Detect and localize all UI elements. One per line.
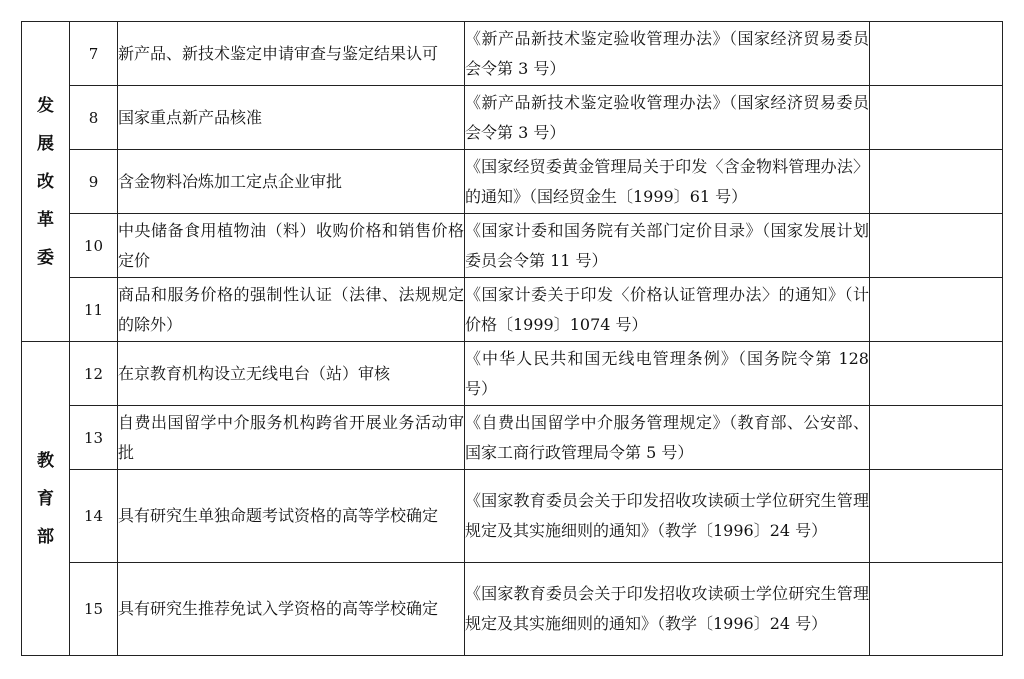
table-row [22, 342, 1003, 406]
table-row [22, 470, 1003, 563]
note-cell [870, 342, 1003, 406]
item-name: 在京教育机构设立无线电台（站）审核 [118, 342, 465, 406]
item-name: 含金物料冶炼加工定点企业审批 [118, 150, 465, 214]
note-cell [870, 86, 1003, 150]
note-cell [870, 214, 1003, 278]
table-row [22, 86, 1003, 150]
note-cell [870, 22, 1003, 86]
row-number: 14 [70, 470, 118, 563]
note-cell [870, 563, 1003, 656]
row-number: 8 [70, 86, 118, 150]
row-number: 7 [70, 22, 118, 86]
legal-basis: 《国家计委关于印发〈价格认证管理办法〉的通知》（计价格〔1999〕1074 号） [465, 278, 870, 342]
legal-basis: 《国家教育委员会关于印发招收攻读硕士学位研究生管理规定及其实施细则的通知》（教学〔1996〕24 号） [465, 470, 870, 563]
item-name: 具有研究生单独命题考试资格的高等学校确定 [118, 470, 465, 563]
legal-basis: 《国家计委和国务院有关部门定价目录》（国家发展计划委员会令第 11 号） [465, 214, 870, 278]
item-name: 中央储备食用植物油（料）收购价格和销售价格定价 [118, 214, 465, 278]
table-row [22, 406, 1003, 470]
item-name: 商品和服务价格的强制性认证（法律、法规规定的除外） [118, 278, 465, 342]
department-label: 教育部 [37, 450, 54, 547]
note-cell [870, 278, 1003, 342]
approval-items-table [21, 21, 1003, 656]
row-number: 10 [70, 214, 118, 278]
table-row [22, 563, 1003, 656]
row-number: 15 [70, 563, 118, 656]
row-number: 13 [70, 406, 118, 470]
department-cell [22, 342, 70, 656]
row-number: 12 [70, 342, 118, 406]
legal-basis: 《自费出国留学中介服务管理规定》（教育部、公安部、国家工商行政管理局令第 5 号） [465, 406, 870, 470]
note-cell [870, 150, 1003, 214]
note-cell [870, 406, 1003, 470]
item-name: 具有研究生推荐免试入学资格的高等学校确定 [118, 563, 465, 656]
department-label: 发展改革委 [37, 95, 54, 268]
legal-basis: 《国家经贸委黄金管理局关于印发〈含金物料管理办法〉的通知》（国经贸金生〔1999〕61 号） [465, 150, 870, 214]
note-cell [870, 470, 1003, 563]
table-row [22, 150, 1003, 214]
table-row [22, 278, 1003, 342]
legal-basis: 《新产品新技术鉴定验收管理办法》（国家经济贸易委员会令第 3 号） [465, 86, 870, 150]
legal-basis: 《国家教育委员会关于印发招收攻读硕士学位研究生管理规定及其实施细则的通知》（教学〔1996〕24 号） [465, 563, 870, 656]
row-number: 11 [70, 278, 118, 342]
item-name: 自费出国留学中介服务机构跨省开展业务活动审批 [118, 406, 465, 470]
table-row [22, 22, 1003, 86]
item-name: 新产品、新技术鉴定申请审查与鉴定结果认可 [118, 22, 465, 86]
table-row [22, 214, 1003, 278]
item-name: 国家重点新产品核准 [118, 86, 465, 150]
legal-basis: 《新产品新技术鉴定验收管理办法》（国家经济贸易委员会令第 3 号） [465, 22, 870, 86]
row-number: 9 [70, 150, 118, 214]
legal-basis: 《中华人民共和国无线电管理条例》（国务院令第 128 号） [465, 342, 870, 406]
department-cell [22, 22, 70, 342]
